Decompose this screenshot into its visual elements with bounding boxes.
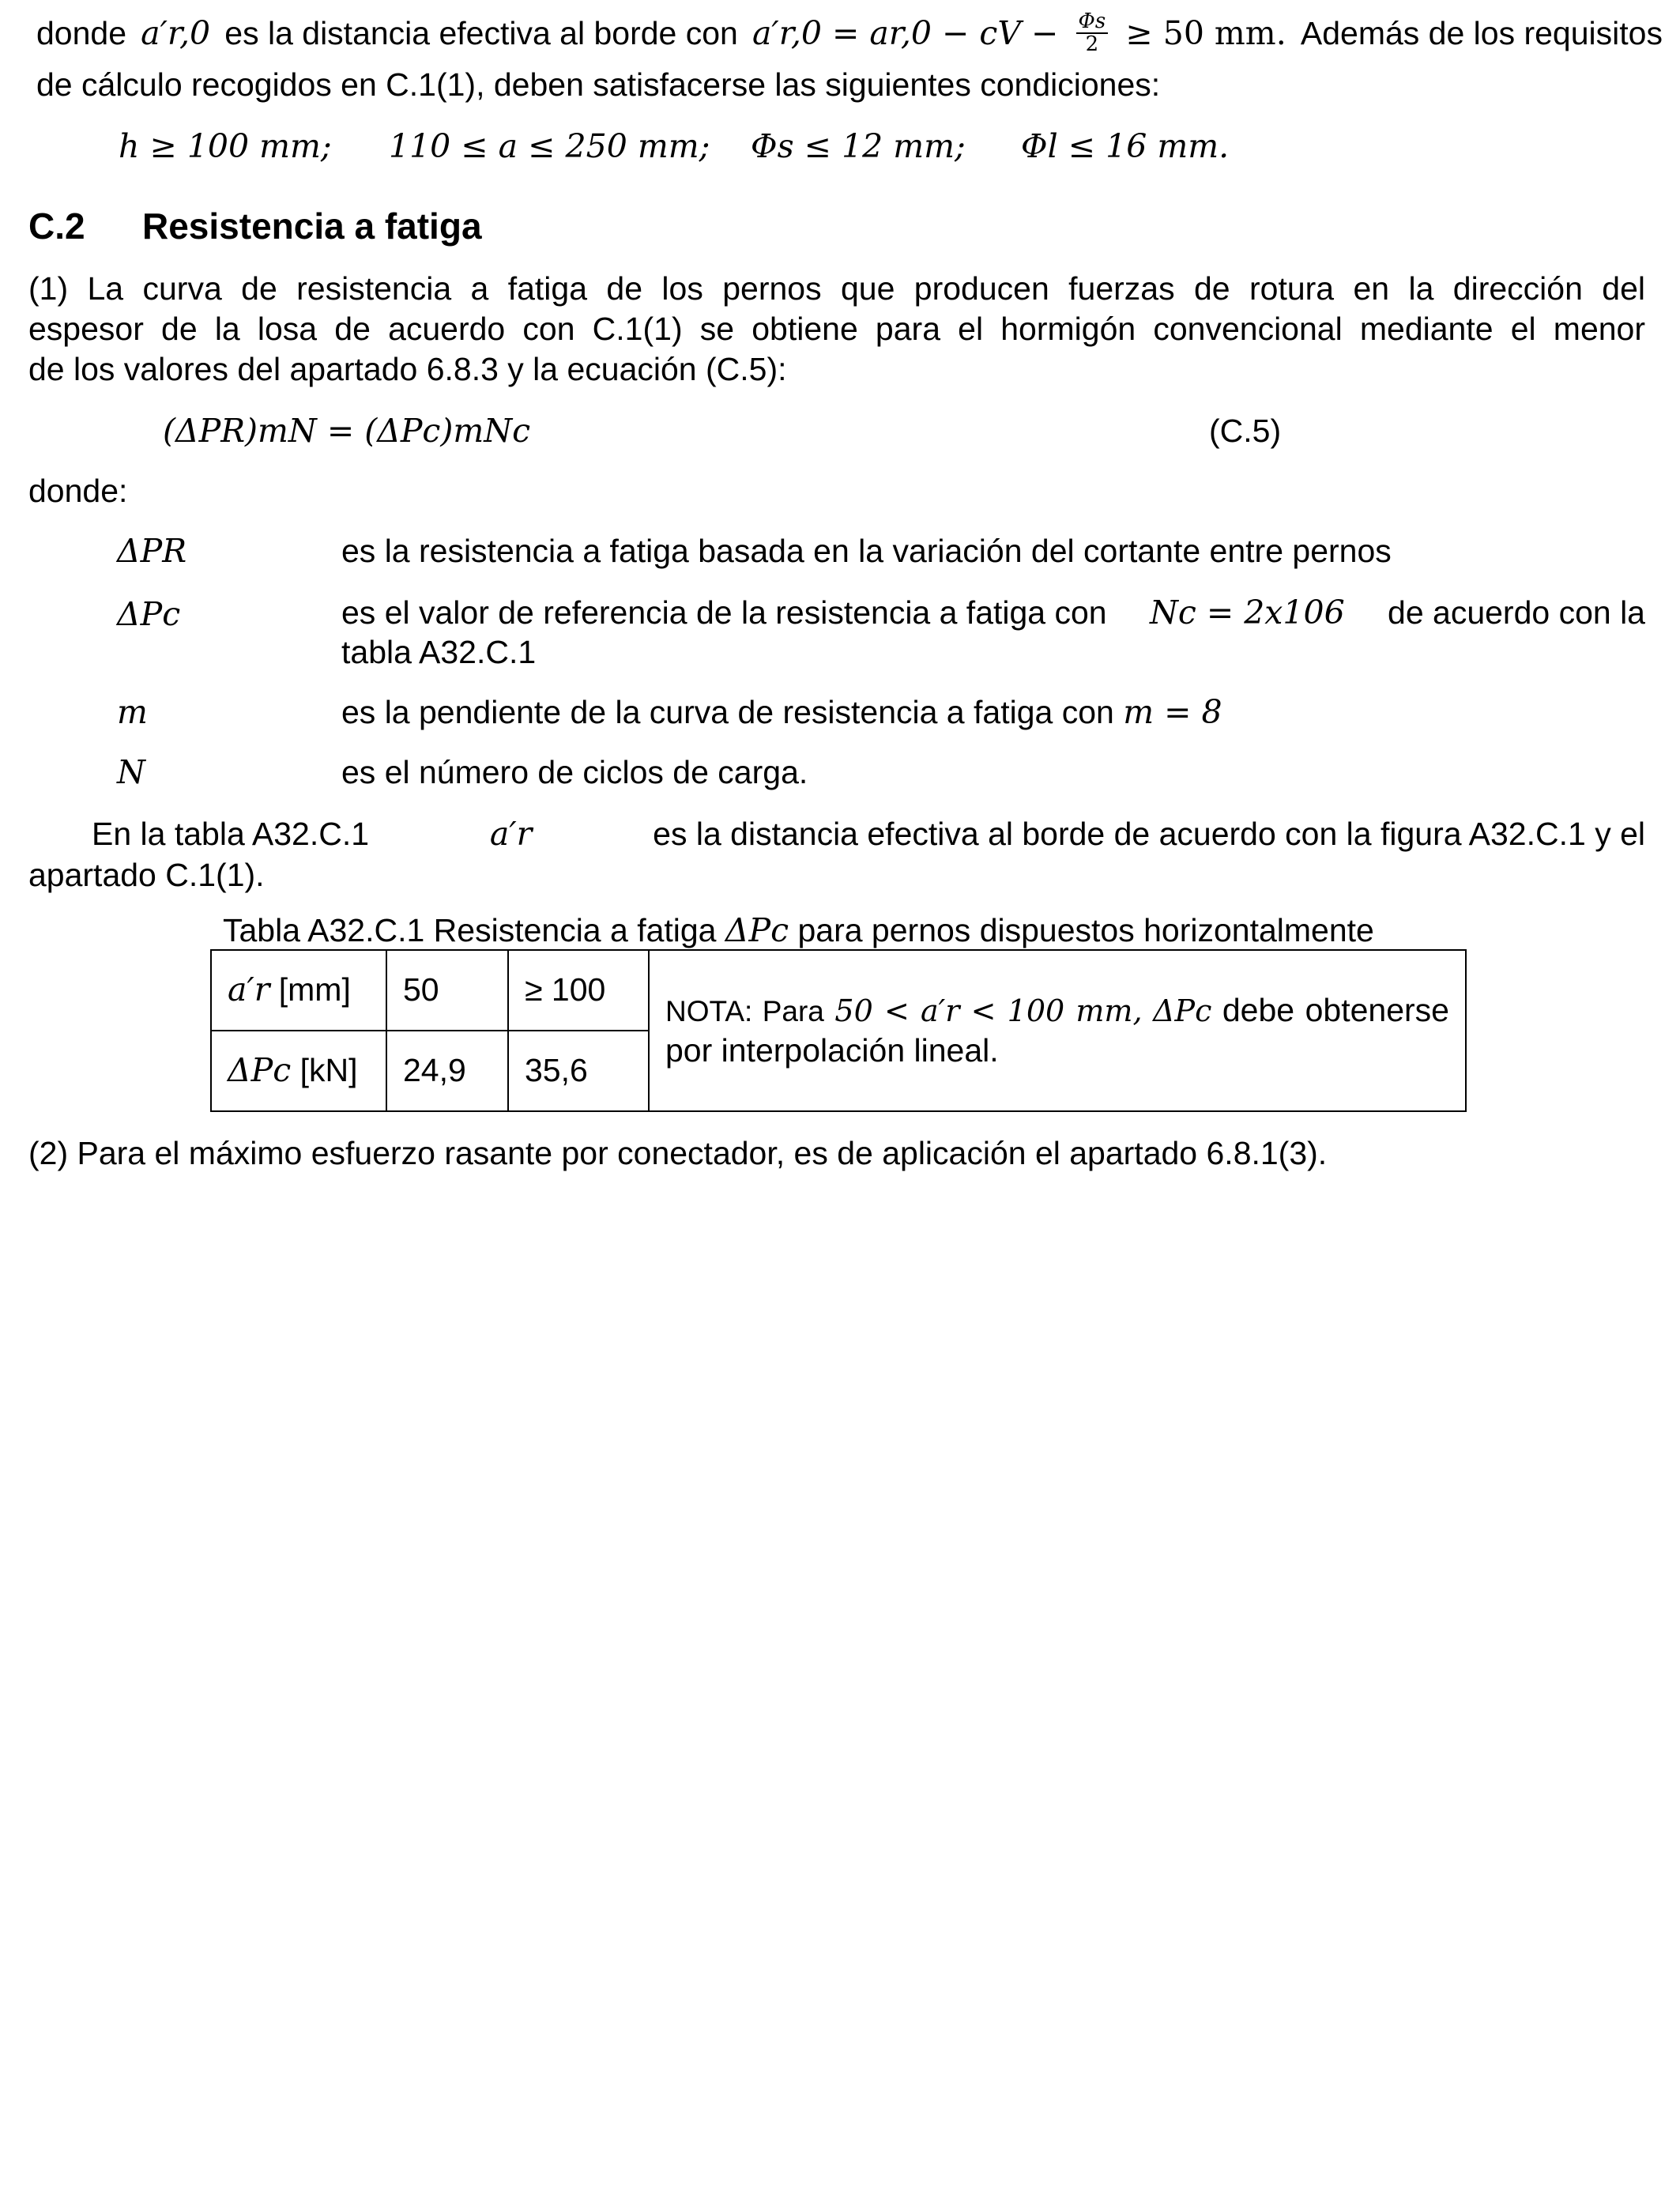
section-number: C.2	[28, 205, 85, 247]
table-note-line-1: NOTA: Para 50 < a′r < 100 mm, ΔPc debe obtenerse	[665, 991, 1449, 1028]
row2-value-2: 35,6	[508, 1031, 649, 1111]
intro-line-1	[36, 11, 1663, 56]
edge-distance-symbol-r: a′r	[489, 815, 533, 853]
intro-text-c: Además de los requisitos	[1300, 14, 1663, 51]
para1-line-2: espesor de la losa de acuerdo con C.1(1) se obtiene para el hormigón convencional mediante el menor	[28, 311, 1645, 347]
para-en-line-2: apartado C.1(1).	[28, 857, 265, 893]
section-title: Resistencia a fatiga	[142, 205, 482, 247]
edge-distance-equation: a′r,0 = ar,0 − cV −	[751, 13, 1059, 52]
def-text-delta-pr: es la resistencia a fatiga basada en la variación del cortante entre pernos	[341, 533, 1392, 569]
row1-value-1: 50	[386, 950, 508, 1031]
row2-value-1: 24,9	[386, 1031, 508, 1111]
def-symbol-delta-pc: ΔPc	[117, 595, 181, 633]
row2-header-cell: ΔPc [kN]	[211, 1031, 386, 1111]
para2: (2) Para el máximo esfuerzo rasante por conectador, es de aplicación el apartado 6.8.1(3).	[28, 1135, 1328, 1171]
intro-text-b: es la distancia efectiva al borde con	[224, 14, 738, 51]
para-en-line-1: En la tabla A32.C.1 a′r es la distancia efectiva al borde de acuerdo con la figura A32.C.1 y el	[92, 814, 1645, 854]
edge-distance-symbol: a′r,0	[141, 13, 211, 52]
equation-label: (C.5)	[1209, 413, 1282, 449]
condition-a: 110 ≤ a ≤ 250 mm;	[389, 127, 710, 165]
def-symbol-n: N	[117, 753, 145, 791]
donde-label: donde:	[28, 473, 128, 509]
nc-value: Nc = 2x106	[1149, 594, 1345, 631]
m-value: m = 8	[1123, 693, 1222, 731]
def-text-delta-pc-line-1: es el valor de referencia de la resistencia a fatiga con Nc = 2x106 de acuerdo con la	[341, 593, 1645, 633]
def-text-m: es la pendiente de la curva de resistencia a fatiga con m = 8	[341, 693, 1222, 731]
intro-text-a: donde	[36, 14, 127, 51]
phi-half-fraction: $\frac{\Phi s}{2}$	[1076, 11, 1109, 56]
row1-header-cell: a′r [mm]	[211, 950, 386, 1031]
table-row	[211, 950, 1466, 1031]
def-symbol-delta-pr: ΔPR	[117, 532, 187, 570]
condition-phi-l: Φl ≤ 16 mm.	[1021, 127, 1230, 165]
para1-line-1: (1) La curva de resistencia a fatiga de los pernos que producen fuerzas de rotura en la dirección del	[28, 270, 1645, 307]
equation-c5: (ΔPR)mN = (ΔPc)mNc	[163, 412, 531, 450]
condition-h: h ≥ 100 mm;	[119, 127, 332, 165]
condition-phi-s: Φs ≤ 12 mm;	[751, 127, 966, 165]
fatigue-table	[210, 949, 1467, 1112]
def-text-delta-pc-line-2: tabla A32.C.1	[341, 634, 537, 670]
intro-line-2: de cálculo recogidos en C.1(1), deben satisfacerse las siguientes condiciones:	[36, 66, 1161, 103]
caption-delta-pc: ΔPc	[725, 911, 789, 949]
table-note-line-2: por interpolación lineal.	[665, 1032, 999, 1069]
edge-distance-limit: ≥ 50 mm.	[1125, 13, 1286, 52]
para1-line-3: de los valores del apartado 6.8.3 y la ecuación (C.5):	[28, 351, 787, 387]
def-symbol-m: m	[117, 693, 148, 731]
table-note-cell	[649, 950, 1466, 1111]
row1-value-2: ≥ 100	[508, 950, 649, 1031]
def-text-n: es el número de ciclos de carga.	[341, 754, 808, 790]
table-caption: Tabla A32.C.1 Resistencia a fatiga ΔPc para pernos dispuestos horizontalmente	[223, 911, 1374, 949]
